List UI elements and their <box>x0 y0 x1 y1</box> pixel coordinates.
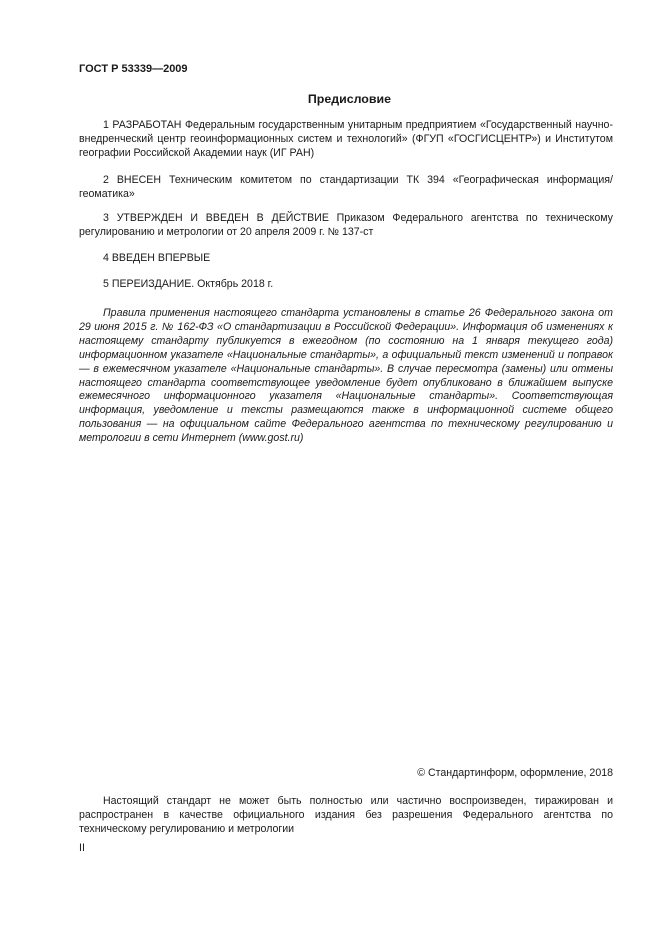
foreword-item-1 <box>79 119 613 161</box>
section-title <box>79 93 613 107</box>
item-lead: РАЗРАБОТАН <box>112 119 182 131</box>
item-lead: ВВЕДЕН ВПЕРВЫЕ <box>111 252 211 264</box>
page-number: II <box>79 842 85 854</box>
item-text: Федеральным государственным унитарным предприятием «Государственный научно-внедренческий центр геоинформационных систем и технологий» (ФГУП «ГОСГИСЦЕНТР») и Институтом географии Российской Академии наук (ИГ РАН) <box>79 119 613 159</box>
item-number: 2 <box>103 174 109 186</box>
foreword-item-2 <box>79 174 613 202</box>
copyright-line: © Стандартинформ, оформление, 2018 <box>417 767 613 779</box>
item-text: Техническим комитетом по стандартизации ТК 394 «Географическая информация/геоматика» <box>79 174 613 200</box>
foreword-item-4 <box>79 252 613 266</box>
item-number: 1 <box>103 119 109 131</box>
section-title-text: Предисловие <box>307 92 391 106</box>
document-header: ГОСТ Р 53339—2009 <box>79 63 188 75</box>
item-lead: УТВЕРЖДЕН И ВВЕДЕН В ДЕЙСТВИЕ <box>116 212 329 224</box>
item-lead: ПЕРЕИЗДАНИЕ. <box>111 278 195 290</box>
item-number: 5 <box>103 278 109 290</box>
item-number: 4 <box>103 252 109 264</box>
item-number: 3 <box>103 212 109 224</box>
rules-note: Правила применения настоящего стандарта установлены в статье 26 Федерального закона от 29 июня 2015 г. № 162-ФЗ «О стандартизации в Российской Федерации». Информация об изменениях к настоящему стандарту публикуется в ежегодном (по состоянию на 1 января текущего года) информационном указателе «Национальные стандарты», а официальный текст изменений и поправок — в ежемесячном указателе «Национальные стандарты». В случае пересмотра (замены) или отмены настоящего стандарта соответствующее уведомление будет опубликовано в ближайшем выпуске ежемесячного информационного указателя «Национальные стандарты». Соответствующая информация, уведомление и тексты размещаются также в информационной системе общего пользования — на официальном сайте Федерального агентства по техническому регулированию и метрологии в сети Интернет (www.gost.ru) <box>79 307 613 445</box>
reproduction-note: Настоящий стандарт не может быть полностью или частично воспроизведен, тиражирован и распространен в качестве официального издания без разрешения Федерального агентства по техническому регулированию и метрологии <box>79 795 613 835</box>
foreword-item-3 <box>79 212 613 240</box>
item-text: Приказом Федерального агентства по техническому регулированию и метрологии от 20 апреля 2009 г. № 137-ст <box>79 212 613 238</box>
item-text: Октябрь 2018 г. <box>197 278 274 290</box>
item-lead: ВНЕСЕН <box>116 174 162 186</box>
foreword-item-5 <box>79 278 613 292</box>
